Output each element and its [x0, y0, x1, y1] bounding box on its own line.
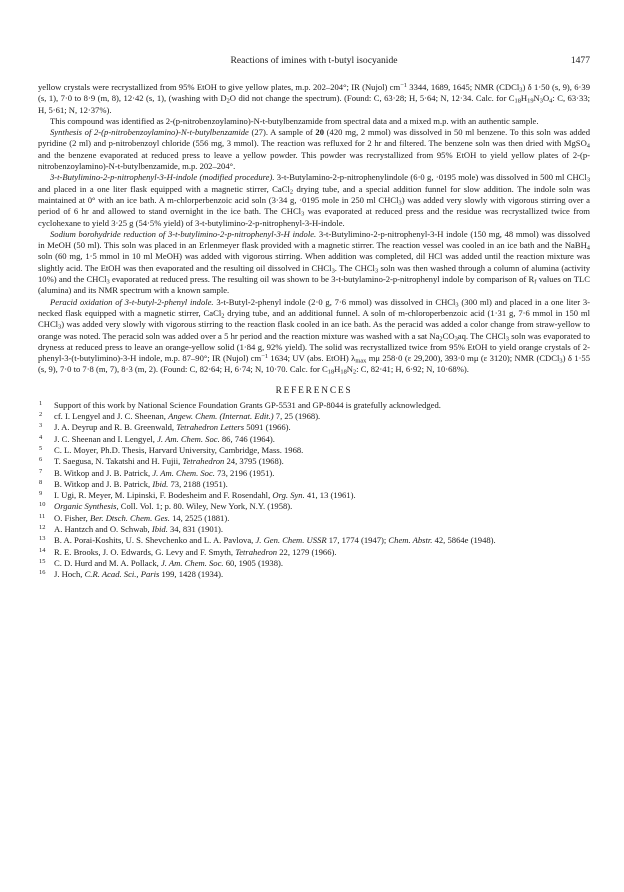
- reference-item: 15 C. D. Hurd and M. A. Pollack, J. Am. Chem. Soc. 60, 1905 (1938).: [39, 557, 284, 568]
- reference-item: 13 B. A. Porai-Koshits, U. S. Shevchenko and L. A. Pavlova, J. Gen. Chem. USSR 17, 1774 (1947); Chem. Abstr. 42, 5864e (1948).: [39, 535, 496, 546]
- reference-item: 8 B. Witkop and J. B. Patrick, Ibid. 73, 2188 (1951).: [39, 478, 228, 489]
- reference-number: 12: [39, 523, 46, 531]
- reference-number: 8: [39, 478, 43, 486]
- paragraph-synthesis-27: Synthesis of 2-(p-nitrobenzoylamino)-N-t-butylbenzamide (27). A sample of 20 (420 mg, 2 mmol) was dissolved in 50 ml benzene. To this soln was added pyridine (2 ml) and p-nitrobenzoyl chloride (556 mg, 3 mmol). The reaction was refluxed for 2 hr and filtered. The benzene soln was then dried with MgSO$_4$ and the benzene evaporated at reduced press to leave a yellow powder. This powder was recrystallized from 95% EtOH to yield yellow plates of 2-(p-nitrobenzoylamino)-N-t-butylbenzamide, m.p. 202–204°.: [38, 127, 591, 172]
- paragraph-analysis-continued: yellow crystals were recrystallized from 95% EtOH to give yellow plates, m.p. 202–204°; IR (Nujol) $cm^{-1}$ 3344, 1689, 1645; NMR (CDCl$_3$) δ 1·50 (s, 9), 6·39 (s, 1), 7·0 to 8·9 (m, 8), 12·42 (s, 1), (washing with $D_2O$ did not change the spectrum). (Found: C, 63·28; H, 5·64; N, 12·34. Calc. for $C_{18}H_{19}N_3O_4$: C, 63·33; H, 5·61; N, 12·37%).: [38, 82, 590, 115]
- references-heading: REFERENCES: [275, 385, 353, 396]
- reference-number: 16: [39, 569, 46, 577]
- references-list: [38, 400, 590, 581]
- reference-number: 6: [39, 456, 43, 464]
- reference-number: 10: [39, 501, 46, 509]
- reference-item: 7 B. Witkop and J. B. Patrick, J. Am. Chem. Soc. 73, 2196 (1951).: [39, 467, 275, 478]
- paragraph-imino-indole: 3-t-Butylimino-2-p-nitrophenyl-3-H-indole (modified procedure). 3-t-Butylamino-2-p-nitrophenylindole (6·0 g, ·0195 mole) was dissolved in 500 ml CHCl$_3$ and placed in a one liter flask equipped with a magnetic stirrer, CaCl$_2$ drying tube, and a special addition funnel for slow addition. The indole soln was maintained at 0° with an ice bath. A m-chlorperbenzoic acid soln (3·34 g, ·0195 mole in 250 ml CHCl$_3$) was added very slowly with vigorous stirring over a period of 6 hr and allowed to stand overnight in the ice bath. The CHCl$_3$ was evaporated at reduced press and the residue was recrystallized twice from cyclohexane to yield 3·25 g (54·5% yield) of 3-t-butylimino-2-p-nitrophenyl-3-H-indole.: [38, 172, 591, 228]
- reference-item: 11 O. Fisher, Ber. Dtsch. Chem. Ges. 14, 2525 (1881).: [39, 512, 230, 523]
- reference-number: 4: [39, 433, 43, 441]
- reference-number: 3: [39, 422, 43, 430]
- reference-number: 9: [39, 490, 43, 498]
- section-title-synthesis: Synthesis of 2-(p-nitrobenzoylamino)-N-t-butylbenzamide: [50, 127, 249, 138]
- reference-number: 11: [39, 512, 46, 520]
- reference-number: 7: [39, 467, 43, 475]
- article-body: [38, 82, 590, 580]
- reference-item: 6 T. Saegusa, N. Takatshi and H. Fujii, Tetrahedron 24, 3795 (1968).: [39, 456, 284, 467]
- reference-number: 14: [39, 546, 46, 554]
- paragraph-identification: This compound was identified as 2-(p-nitrobenzoylamino)-N-t-butylbenzamide from spectral data and a mixed m.p. with an authentic sample.: [50, 115, 539, 126]
- reference-item: 14 R. E. Brooks, J. O. Edwards, G. Levy and F. Smyth, Tetrahedron 22, 1279 (1966).: [39, 546, 337, 557]
- reference-number: 13: [39, 535, 46, 543]
- reference-item: 2 cf. I. Lengyel and J. C. Sheenan, Angew. Chem. (Internat. Edit.) 7, 25 (1968).: [39, 411, 321, 422]
- reference-number: 15: [39, 557, 46, 565]
- reference-item: 5 C. L. Moyer, Ph.D. Thesis, Harvard University, Cambridge, Mass. 1968.: [39, 444, 304, 455]
- section-title-borohydride: Sodium borohydride reduction of 3-t-butylimino-2-p-nitrophenyl-3-H indole.: [50, 228, 317, 239]
- reference-number: 1: [39, 399, 43, 407]
- running-title: Reactions of imines with t-butyl isocyanide: [230, 55, 398, 66]
- reference-item: 16 J. Hoch, C.R. Acad. Sci., Paris 199, 1428 (1934).: [39, 569, 224, 580]
- section-title-imino-indole: 3-t-Butylimino-2-p-nitrophenyl-3-H-indole (modified procedure).: [50, 172, 275, 183]
- page-header: [38, 54, 590, 68]
- reference-number: 5: [39, 444, 43, 452]
- reference-item: 3 J. A. Deyrup and R. B. Greenwald, Tetrahedron Letters 5091 (1966).: [39, 422, 291, 433]
- reference-item: 9 I. Ugi, R. Meyer, M. Lipinski, F. Bodesheim and F. Rosendahl, Org. Syn. 41, 13 (1961).: [39, 490, 356, 501]
- reference-item: 12 A. Hantzch and O. Schwab, Ibid. 34, 831 (1901).: [39, 523, 223, 534]
- journal-page: [38, 0, 590, 892]
- paragraph-peracid-oxidation: Peracid oxidation of 3-t-butyl-2-phenyl indole. 3-t-Butyl-2-phenyl indole (2·0 g, 7·6 mmol) was dissolved in CHCl$_3$ (300 ml) and placed in a one liter 3-necked flask equipped with a magnetic stirrer, CaCl$_2$ drying tube, and an additional funnel. A soln of m-chloroperbenzoic acid (1·31 g, 7·6 mmol in 150 ml CHCl$_3$) was added very slowly with vigorous stirring to the reaction flask cooled in an ice bath. As the peracid was added a color change from straw-yellow to orange was noted. The peracid soln was added over a 5 hr period and the reaction mixture was washed with a sat $Na_2CO_3aq$. The CHCl$_3$ soln was evaporated to dryness at reduced press to leave an orange-yellow solid (1·84 g, 92% yield). The solid was recrystallized twice from 95% EtOH to yield orange crystals of 2-phenyl-3-(t-butylimino)-3-H indole, m.p. 87–90°; IR (Nujol) $cm^{-1}$ 1634; UV (abs. EtOH) $\lambda_{max}$ mμ 258·0 (ε 29,200), 393·0 mμ (ε 3120); NMR (CDCl$_3$) δ 1·55 (s, 9), 7·0 to 7·8 (m, 7), 8·3 (m, 2). (Found: C, 82·64; H, 6·74; N, 10·70. Calc. for $C_{18}H_{18}N_2$: C, 82·41; H, 6·92; N, 10·68%).: [38, 296, 591, 376]
- section-title-peracid: Peracid oxidation of 3-t-butyl-2-phenyl indole.: [50, 296, 214, 307]
- reference-item: 10 Organic Synthesis, Coll. Vol. 1; p. 80. Wiley, New York, N.Y. (1958).: [39, 501, 293, 512]
- reference-item: 1 Support of this work by National Science Foundation Grants GP-5531 and GP-8044 is gratefully acknowledged.: [39, 399, 441, 410]
- page-number: 1477: [570, 55, 590, 66]
- reference-item: 4 J. C. Sheenan and I. Lengyel, J. Am. Chem. Soc. 86, 746 (1964).: [39, 433, 275, 444]
- reference-number: 2: [39, 411, 43, 419]
- paragraph-borohydride-reduction: Sodium borohydride reduction of 3-t-butylimino-2-p-nitrophenyl-3-H indole. 3-t-Butylimino-2-p-nitrophenyl-3-H indole (150 mg, 48 mmol) was dissolved in MeOH (50 ml). This soln was placed in an Erlenmeyer flask provided with a magnetic stirrer. The reaction vessel was cooled in an ice bath and the NaBH$_4$ soln (60 mg, 1·5 mmol in 10 ml MeOH) was added with vigorous stirring. When addition was completed, dil HCl was added until the reaction mixture was slightly acid. The EtOH was then evaporated and the resulting oil dissolved in CHCl$_3$. The CHCl$_3$ soln was then washed through a column of alumina (activity 10%) and the CHCl$_3$ evaporated at reduced press. The resulting oil was shown to be 3-t-butylamino-2-p-nitrophenyl indole by comparison of $R_f$ values on TLC (alumina) and its NMR spectrum with a known sample.: [38, 228, 590, 296]
